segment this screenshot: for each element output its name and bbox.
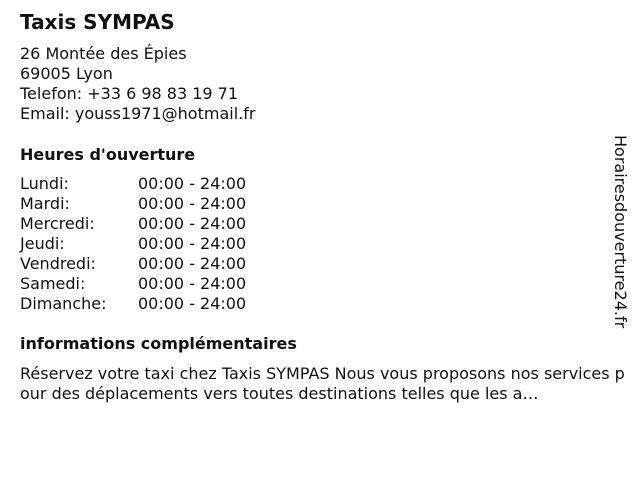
business-name: Taxis SYMPAS xyxy=(20,10,175,34)
hours-row-monday xyxy=(20,174,246,194)
phone-number[interactable]: Telefon: +33 6 98 83 19 71 xyxy=(20,84,239,103)
hours-time: 00:00 - 24:00 xyxy=(138,274,247,293)
hours-time: 00:00 - 24:00 xyxy=(138,294,247,313)
hours-day: Dimanche: xyxy=(20,294,107,313)
site-watermark: Horairesdouverture24.fr xyxy=(611,135,630,329)
hours-day: Jeudi: xyxy=(20,234,65,253)
hours-time: 00:00 - 24:00 xyxy=(138,174,247,193)
hours-row-tuesday xyxy=(20,194,246,214)
hours-row-sunday xyxy=(20,294,246,314)
hours-day: Vendredi: xyxy=(20,254,96,273)
hours-day: Lundi: xyxy=(20,174,69,193)
hours-row-friday xyxy=(20,254,246,274)
email-address[interactable]: Email: youss1971@hotmail.fr xyxy=(20,104,256,123)
hours-row-saturday xyxy=(20,274,246,294)
opening-hours-heading: Heures d'ouverture xyxy=(20,145,196,164)
business-contact xyxy=(20,44,255,124)
additional-info-heading: informations complémentaires xyxy=(20,334,297,353)
hours-time: 00:00 - 24:00 xyxy=(138,254,247,273)
hours-time: 00:00 - 24:00 xyxy=(138,214,247,233)
hours-day: Mercredi: xyxy=(20,214,95,233)
hours-row-thursday xyxy=(20,234,246,254)
address-city: 69005 Lyon xyxy=(20,64,113,83)
hours-time: 00:00 - 24:00 xyxy=(138,194,247,213)
hours-row-wednesday xyxy=(20,214,246,234)
additional-info-text: Réservez votre taxi chez Taxis SYMPAS Nous vous proposons nos services pour des déplacements vers toutes destinations telles que les a… xyxy=(20,364,625,403)
hours-day: Samedi: xyxy=(20,274,86,293)
hours-time: 00:00 - 24:00 xyxy=(138,234,247,253)
address-street: 26 Montée des Épies xyxy=(20,44,187,63)
hours-day: Mardi: xyxy=(20,194,70,213)
opening-hours-table xyxy=(20,174,246,314)
